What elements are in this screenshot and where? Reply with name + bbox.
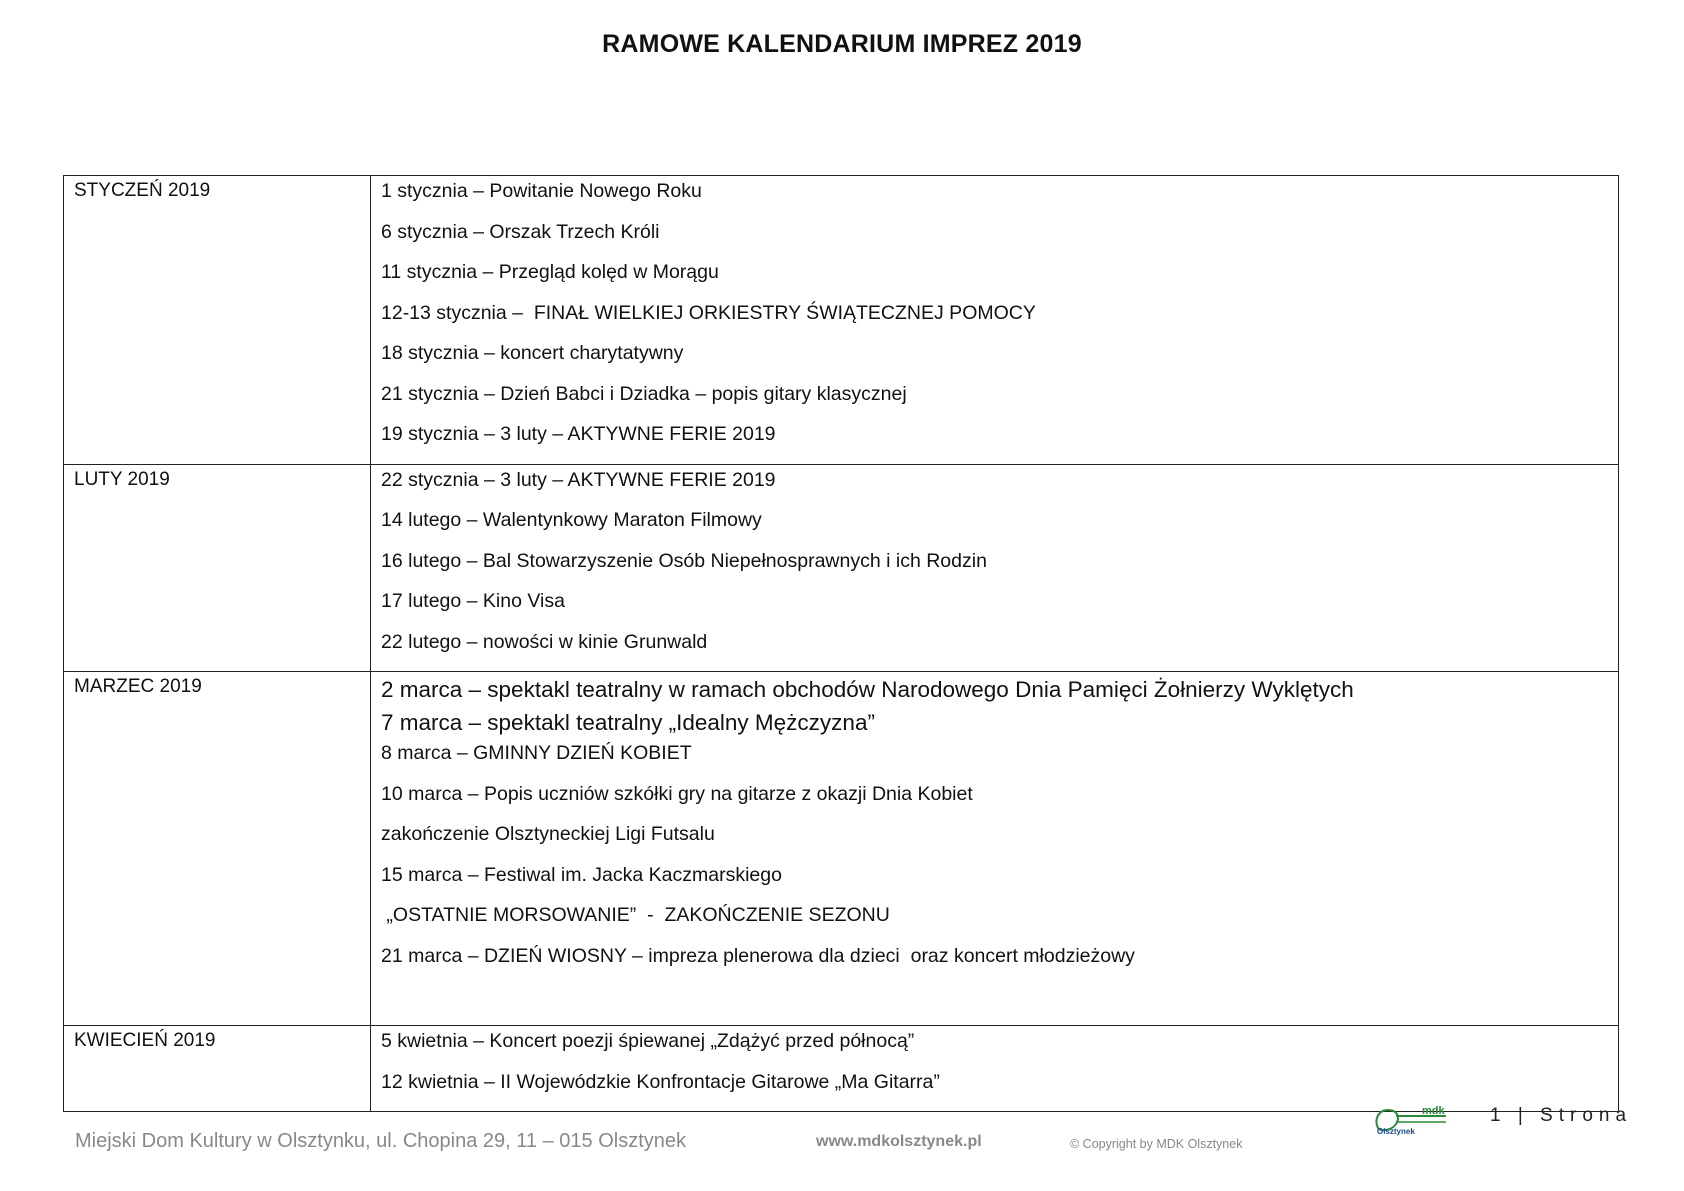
event-item: 22 stycznia – 3 luty – AKTYWNE FERIE 2019: [381, 468, 776, 491]
event-item: 19 stycznia – 3 luty – AKTYWNE FERIE 2019: [381, 423, 776, 445]
events-cell: [371, 176, 1619, 465]
table-row: [64, 464, 1619, 672]
event-item: 21 stycznia – Dzień Babci i Dziadka – popis gitary klasycznej: [381, 382, 907, 405]
footer-website-link[interactable]: www.mdkolsztynek.pl: [816, 1133, 982, 1150]
event-item: 22 lutego – nowości w kinie Grunwald: [381, 630, 708, 653]
month-cell: STYCZEŃ 2019: [64, 176, 371, 465]
table-row: [64, 1026, 1619, 1112]
event-item: 7 marca – spektakl teatralny „Idealny Mężczyzna”: [381, 710, 875, 735]
table-row: [64, 176, 1619, 465]
table-row: [64, 672, 1619, 1026]
mdk-logo: [1372, 1102, 1454, 1136]
event-item: 17 lutego – Kino Visa: [381, 590, 565, 612]
logo-text-top: mdk: [1422, 1105, 1445, 1117]
events-cell: [371, 464, 1619, 672]
event-item: 2 marca – spektakl teatralny w ramach obchodów Narodowego Dnia Pamięci Żołnierzy Wyklętych: [381, 677, 1354, 702]
event-item: 12-13 stycznia – FINAŁ WIELKIEJ ORKIESTRY ŚWIĄTECZNEJ POMOCY: [381, 301, 1036, 324]
event-item: 15 marca – Festiwal im. Jacka Kaczmarskiego: [381, 863, 782, 886]
events-cell: [371, 672, 1619, 1026]
event-item: zakończenie Olsztyneckiej Ligi Futsalu: [381, 823, 715, 845]
events-calendar-table: [63, 175, 1619, 1112]
footer-copyright: © Copyright by MDK Olsztynek: [1070, 1137, 1243, 1151]
event-item: 14 lutego – Walentynkowy Maraton Filmowy: [381, 509, 762, 531]
event-item: 18 stycznia – koncert charytatywny: [381, 342, 684, 364]
event-item: 5 kwietnia – Koncert poezji śpiewanej „Zdążyć przed północą”: [381, 1030, 915, 1052]
events-cell: [371, 1026, 1619, 1112]
page-title: RAMOWE KALENDARIUM IMPREZ 2019: [602, 30, 1082, 58]
event-item: 11 stycznia – Przegląd kolęd w Morągu: [381, 261, 719, 283]
month-cell: KWIECIEŃ 2019: [64, 1026, 371, 1112]
event-item: 8 marca – GMINNY DZIEŃ KOBIET: [381, 742, 692, 764]
footer-address: Miejski Dom Kultury w Olsztynku, ul. Chopina 29, 11 – 015 Olsztynek: [75, 1130, 686, 1152]
page-number: 1 | Strona: [1490, 1105, 1633, 1126]
event-item: 10 marca – Popis uczniów szkółki gry na gitarze z okazji Dnia Kobiet: [381, 782, 973, 805]
event-item: 21 marca – DZIEŃ WIOSNY – impreza plenerowa dla dzieci oraz koncert młodzieżowy: [381, 944, 1135, 967]
event-item: „OSTATNIE MORSOWANIE” - ZAKOŃCZENIE SEZONU: [381, 904, 890, 926]
logo-text-bottom: Olsztynek: [1377, 1127, 1415, 1136]
event-item: 12 kwietnia – II Wojewódzkie Konfrontacje Gitarowe „Ma Gitarra”: [381, 1070, 940, 1093]
event-item: 6 stycznia – Orszak Trzech Króli: [381, 220, 660, 243]
event-item: 16 lutego – Bal Stowarzyszenie Osób Niepełnosprawnych i ich Rodzin: [381, 549, 987, 572]
month-cell: MARZEC 2019: [64, 672, 371, 1026]
month-cell: LUTY 2019: [64, 464, 371, 672]
event-item: 1 stycznia – Powitanie Nowego Roku: [381, 180, 702, 202]
